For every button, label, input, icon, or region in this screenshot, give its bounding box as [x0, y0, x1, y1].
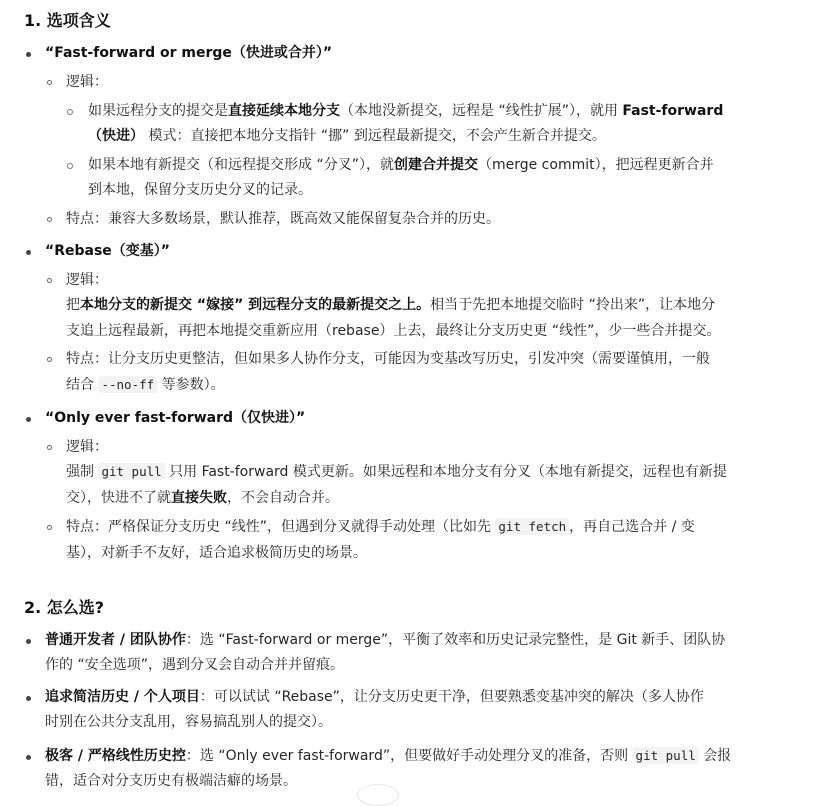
ff-only-logic-line-2: 交），快进不了就直接失败，不会自动合并。 [66, 490, 339, 506]
ff-merge-logic-point-2: 如果本地有新提交（和远程提交形成 “分叉”），就创建合并提交（merge commit），把远程更新合并 [88, 157, 714, 173]
rebase-logic-line-2: 支追上远程最新，再把本地提交重新应用（rebase）上去，最终让分支历史更 “线性”，少一些合并提交。 [66, 323, 721, 339]
bullet-circle [47, 80, 52, 85]
code-git-pull: git pull [98, 463, 164, 480]
rebase-logic-line-1: 把本地分支的新提交 “嫁接” 到远程分支的最新提交之上。相当于先把本地提交临时 “拎出来”，让本地分 [66, 297, 716, 313]
bullet-disc [26, 417, 31, 422]
bullet-circle [47, 525, 52, 530]
bullet-circle [47, 445, 52, 450]
ff-only-logic-label: 逻辑： [66, 439, 108, 455]
code-git-fetch: git fetch [495, 518, 569, 535]
option-rebase-title: “Rebase（变基）” [45, 243, 170, 259]
code-no-ff: --no-ff [98, 376, 157, 393]
code-git-pull-2: git pull [633, 747, 699, 764]
ff-only-feature-line-1: 特点：严格保证分支历史 “线性”，但遇到分叉就得手动处理（比如先 git fetch ，再自己选合并 / 变 [66, 519, 695, 535]
bullet-circle-small [67, 163, 73, 169]
rebase-logic-label: 逻辑： [66, 272, 108, 288]
bullet-disc [26, 52, 31, 57]
choose-item-2-line-2: 时别在公共分支乱用，容易搞乱别人的提交）。 [45, 714, 332, 730]
bullet-circle [47, 278, 52, 283]
ff-only-logic-line-1: 强制 git pull 只用 Fast-forward 模式更新。如果远程和本地分支有分叉（本地有新提交，远程也有新提 [66, 464, 727, 480]
choose-item-3-line-2: 错，适合对分支历史有极端洁癖的场景。 [45, 773, 297, 789]
section-2-heading: 2. 怎么选? [24, 598, 105, 617]
ff-only-feature-line-2: 基），对新手不友好，适合追求极简历史的场景。 [66, 545, 367, 561]
option-ff-only-title: “Only ever fast-forward（仅快进）” [45, 410, 306, 426]
ff-merge-logic-point-1-cont: （快进） 模式：直接把本地分支指针 “挪” 到远程最新提交，不会产生新合并提交。 [88, 128, 606, 144]
scroll-down-button[interactable] [357, 784, 399, 806]
ff-merge-logic-point-2-cont: 到本地，保留分支历史分叉的记录。 [88, 182, 312, 198]
bullet-circle [47, 357, 52, 362]
bullet-disc [26, 250, 31, 255]
choose-item-2-line-1: 追求简洁历史 / 个人项目：可以试试 “Rebase”，让分支历史更干净，但要熟悉变基冲突的解决（多人协作 [45, 689, 704, 705]
rebase-feature-line-1: 特点：让分支历史更整洁，但如果多人协作分支，可能因为变基改写历史，引发冲突（需要谨慎用，一般 [66, 351, 710, 367]
ff-merge-logic-point-1: 如果远程分支的提交是直接延续本地分支（本地没新提交，远程是 “线性扩展”），就用 Fast-forward [88, 103, 724, 119]
bullet-disc [26, 755, 31, 760]
bullet-disc [26, 639, 31, 644]
bullet-circle [47, 217, 52, 222]
choose-item-3-line-1: 极客 / 严格线性历史控：选 “Only ever fast-forward”，但要做好手动处理分叉的准备，否则 git pull 会报 [45, 748, 732, 764]
ff-merge-feature: 特点：兼容大多数场景，默认推荐，既高效又能保留复杂合并的历史。 [66, 211, 500, 227]
bullet-disc [26, 696, 31, 701]
section-1-heading: 1. 选项含义 [24, 11, 111, 30]
choose-item-1-line-1: 普通开发者 / 团队协作：选 “Fast-forward or merge”，平衡了效率和历史记录完整性，是 Git 新手、团队协 [45, 632, 726, 648]
option-ff-merge-title: “Fast-forward or merge（快进或合并）” [45, 45, 333, 61]
choose-item-1-line-2: 作的 “安全选项”，遇到分叉会自动合并并留痕。 [45, 657, 344, 673]
bullet-circle-small [67, 109, 73, 115]
rebase-feature-line-2: 结合 --no-ff 等参数）。 [66, 377, 225, 393]
ff-merge-logic-label: 逻辑： [66, 74, 108, 90]
